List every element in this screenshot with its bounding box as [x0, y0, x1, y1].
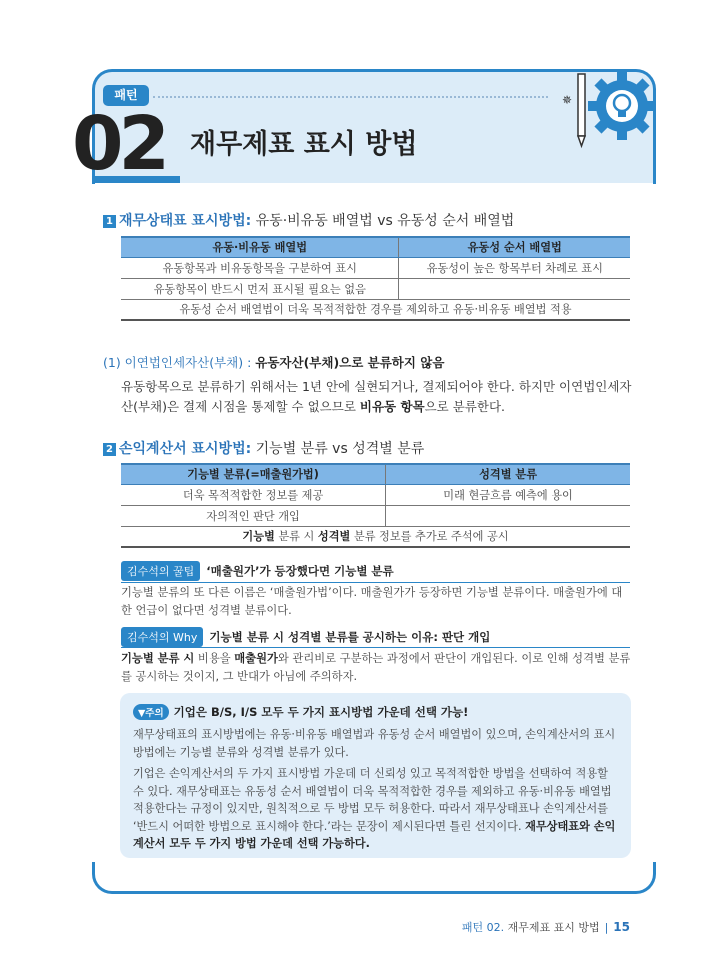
table-cell: 유동항목과 비유동항목을 구분하여 표시	[121, 257, 399, 278]
tip2-bold: 기능별 분류 시	[121, 652, 195, 665]
page-footer	[462, 919, 630, 935]
section2-rest: 기능별 분류 vs 성격별 분류	[251, 441, 425, 457]
tip1-heading	[121, 561, 394, 581]
section1-strong: 재무상태표 표시방법:	[119, 213, 252, 229]
deferred-tax-heading	[103, 353, 444, 371]
deferred-tax-bold: 유동자산(부채)으로 분류하지 않음	[255, 355, 445, 370]
table-header: 유동성 순서 배열법	[399, 237, 630, 257]
table-cell	[399, 278, 630, 299]
section1-heading	[103, 210, 514, 230]
tip1-body: 기능별 분류의 또 다른 이름은 ‘매출원가법’이다. 매출원가가 등장하면 기능별 분류이다. 매출원가에 대한 언급이 없다면 성격별 분류이다.	[121, 586, 623, 617]
caution-bold: 재무상태표와 손익계산서 모두 두 가지 방법 가운데 선택 가능하다.	[133, 819, 616, 850]
table-merged-cell	[121, 526, 630, 547]
tip2-body	[121, 650, 631, 685]
footer-tag: 패턴 02.	[461, 921, 505, 934]
bs-method-table	[121, 236, 630, 321]
gear-lightbulb-icon	[562, 72, 656, 162]
footer-frame	[92, 862, 656, 894]
table-row	[121, 484, 630, 505]
table-cell: 자의적인 판단 개입	[121, 505, 386, 526]
tip1-badge: 김수석의 꿀팁	[121, 561, 200, 581]
table-row	[121, 505, 630, 526]
tip2-text: 와 관리비로 구분하는 과정에서 판단이 개입된다. 이로 인해 성격별 분류를 공시하는 것이지, 그 반대가 아님에 주의하자.	[121, 652, 631, 683]
sparkle-icon: ✵	[562, 93, 573, 107]
table-cell: 유동항목이 반드시 먼저 표시될 필요는 없음	[121, 278, 399, 299]
deferred-tax-label: (1) 이연법인세자산(부채) :	[103, 355, 256, 370]
pattern-number: 02	[72, 101, 165, 187]
dotted-rule	[153, 96, 548, 98]
table-header: 기능별 분류(=매출원가법)	[121, 464, 386, 484]
tip2-rule	[121, 647, 630, 648]
tip1-rule	[121, 582, 630, 583]
table-header: 성격별 분류	[386, 464, 630, 484]
tip2-title: 기능별 분류 시 성격별 분류를 공시하는 이유: 판단 개입	[209, 630, 491, 644]
table-cell: 더욱 목적적합한 정보를 제공	[121, 484, 386, 505]
table-merged-cell: 유동성 순서 배열법이 더욱 목적적합한 경우를 제외하고 유동·비유동 배열법 적용	[121, 299, 630, 320]
tip2-badge: 김수석의 Why	[121, 627, 203, 647]
footer-separator: |	[604, 921, 609, 934]
section2-strong: 손익계산서 표시방법:	[119, 441, 252, 457]
merged-text: 분류 시	[274, 530, 318, 544]
merged-text: 분류 정보를 추가로 주석에 공시	[350, 530, 509, 544]
section2-number: 2	[103, 443, 116, 456]
page-number: 15	[613, 920, 630, 934]
merged-bold: 기능별	[242, 530, 275, 544]
table-cell	[386, 505, 630, 526]
tip1-title: ‘매출원가’가 등장했다면 기능별 분류	[206, 564, 394, 578]
table-header: 유동·비유동 배열법	[121, 237, 399, 257]
table-cell: 미래 현금흐름 예측에 용이	[386, 484, 630, 505]
body-text: 유동항목으로 분류하기 위해서는 1년 안에 실현되거나, 결제되어야 한다. 하지만 이연법인세자산(부채)은 결제 시점을 통제할 수 없으므로	[121, 379, 632, 414]
tip2-heading	[121, 627, 490, 647]
footer-title: 재무제표 표시 방법	[504, 921, 600, 934]
section1-rest: 유동·비유동 배열법 vs 유동성 순서 배열법	[251, 213, 515, 229]
body-text: 으로 분류한다.	[424, 399, 506, 414]
merged-bold: 성격별	[317, 530, 351, 544]
table-row	[121, 526, 630, 547]
table-row	[121, 257, 630, 278]
pencil-icon	[578, 74, 585, 146]
is-method-table	[121, 463, 630, 548]
body-bold: 비유동 항목	[359, 399, 425, 414]
section2-heading	[103, 438, 424, 458]
tip2-bold: 매출원가	[234, 652, 278, 665]
pattern-tag: 패턴	[103, 85, 149, 106]
caution-paragraph-1: 재무상태표의 표시방법에는 유동·비유동 배열법과 유동성 순서 배열법이 있으며, 손익계산서의 표시방법에는 기능별 분류와 성격별 분류가 있다.	[133, 728, 616, 759]
section1-number: 1	[103, 215, 116, 228]
caution-badge: ▼주의	[133, 704, 169, 720]
caution-title: 기업은 B/S, I/S 모두 두 가지 표시방법 가운데 선택 가능!	[173, 705, 469, 719]
deferred-tax-body	[121, 377, 633, 417]
table-row	[121, 278, 630, 299]
caution-paragraph-2	[133, 765, 622, 853]
caution-heading	[133, 704, 468, 720]
tip2-text: 비용을	[194, 652, 235, 665]
table-row	[121, 299, 630, 320]
table-cell: 유동성이 높은 항목부터 차례로 표시	[399, 257, 630, 278]
caution-text: 기업은 손익계산서의 두 가지 표시방법 가운데 더 신뢰성 있고 목적적합한 방법을 선택하여 적용할 수 있다. 재무상태표는 유동성 순서 배열법이 더욱 목적적합한 경우를 제외하고 유동·비유동 배열법 적용한다는 규정이 있지만, 원칙적으로 두 방법 모두 허용한다. 따라서 재무상태표나 손익계산서를 ‘반드시 어떠한 방법으로 표시해야 한다.’라는 문장이 제시된다면 틀린 선지이다.	[133, 767, 612, 833]
page-title: 재무제표 표시 방법	[190, 129, 418, 160]
